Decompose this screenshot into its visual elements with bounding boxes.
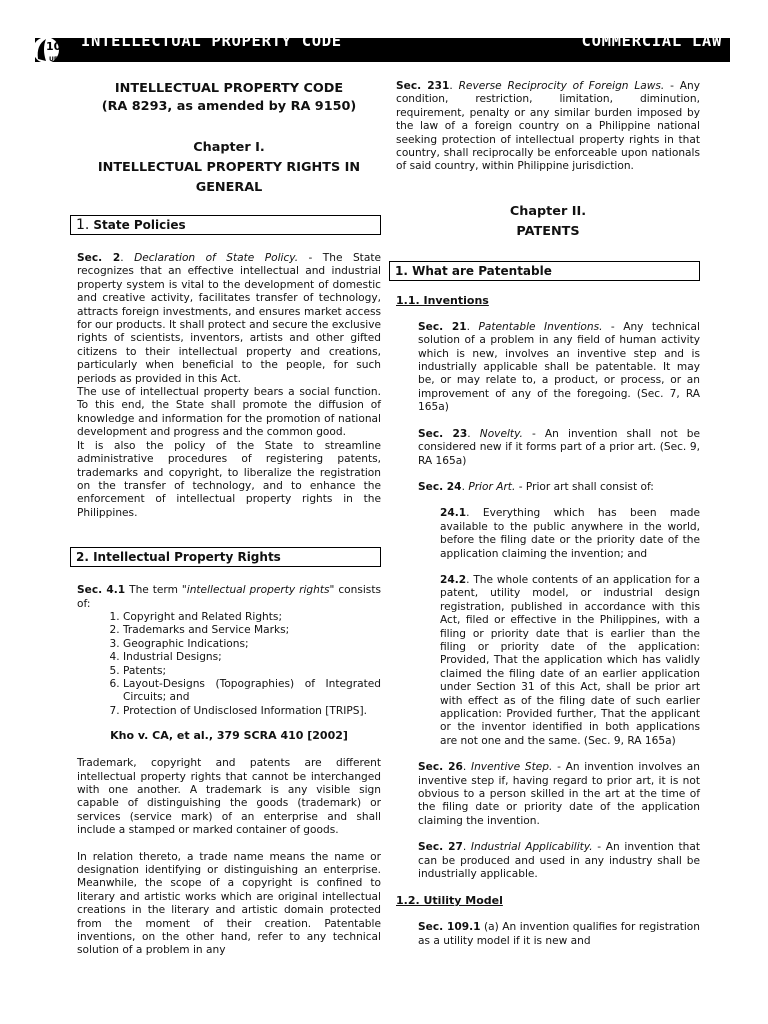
chapter-1-title: INTELLECTUAL PROPERTY RIGHTS IN GENERAL [97, 160, 361, 195]
sec-lead: Sec. 2 [77, 252, 121, 264]
list-item: 4. Industrial Designs; [123, 651, 381, 664]
sec-lead: Sec. 24 [418, 480, 462, 493]
section-title: State Policies [93, 218, 186, 232]
sec-text: consists of: [77, 584, 381, 610]
list-item: 2. Trademarks and Service Marks; [123, 624, 381, 637]
sec-lead: Sec. 231 [396, 80, 450, 92]
list-item: 3. Geographic Indications; [123, 638, 381, 651]
sec-27-paragraph: Sec. 27. Industrial Applicability. - An invention that can be produced and used in any industry shall be industrially applicable. [418, 841, 700, 881]
logo-text: 100% [46, 40, 80, 53]
sec-2-paragraph-3: It is also the policy of the State to streamline administrative procedures of registering patents, trademarks and copyright, to liberalize the registration on the transfer of technology, and to enhance the enforcement of intellectual property rights in the Philippines. [77, 439, 381, 519]
section-heading-ipr: 2. Intellectual Property Rights [70, 547, 381, 567]
document-title: INTELLECTUAL PROPERTY CODE [114, 81, 344, 96]
case-title: Kho v. CA, et al., 379 SCRA 410 [2002] [110, 729, 348, 743]
sec-lead: Sec. 109.1 [418, 921, 481, 934]
sec-text: (a) An invention qualifies for registration as a utility model if it is new and [418, 921, 700, 947]
sec-lead: 24.2 [440, 573, 467, 586]
list-item: 7. Protection of Undisclosed Information [TRIPS]. [123, 705, 381, 718]
sec-text: - An invention that can be produced and used in any industry shall be industrially applicable. [418, 841, 700, 881]
document-subtitle: (RA 8293, as amended by RA 9150) [101, 99, 357, 114]
list-item: 5. Patents; [123, 665, 381, 678]
sec-lead: Sec. 4.1 [77, 584, 126, 597]
sec-heading: Declaration of State Policy. [134, 252, 299, 264]
sec-text: - Any condition, restriction, limitation, diminution, requirement, penalty or any similar burden imposed by the law of a foreign country on a Philippine national seeking protection of intellectual property rights in that country, shall reciprocally be enforceable upon nationals of said country, within Philippine jurisdiction. [396, 80, 700, 173]
sec-21-paragraph: Sec. 21. Patentable Inventions. - Any technical solution of a problem in any field of human activity which is new, involves an inventive step and is industrially applicable shall be patentable. It may be, or may relate to, a product, or process, or an improvement of any of the foregoing. (Sec. 7, RA 165a) [418, 320, 700, 414]
list-item: 6. Layout-Designs (Topographies) of Integrated Circuits; and [123, 678, 381, 705]
sec-24-paragraph: Sec. 24. Prior Art. - Prior art shall consist of: [418, 480, 654, 493]
up-law-logo [32, 35, 80, 65]
sec-24-1-paragraph [440, 507, 700, 561]
sec-heading: Reverse Reciprocity of Foreign Laws. [458, 80, 665, 92]
sec-text: - An invention shall not be considered new if it forms part of a prior art. (Sec. 9, RA 165a) [418, 427, 700, 467]
sec-text: - The State recognizes that an effective intellectual and industrial property system is vital to the development of domestic and creative activity, facilitates transfer of technology, attracts foreign investments, and ensures market access for our products. It shall protect and secure the exclusive rights of scientists, inventors, artists and other gifted citizens to their intellectual property and creations, particularly when beneficial to the people, for such periods as provided in this Act. [77, 252, 381, 385]
logo-sub: UPlaw [49, 56, 70, 63]
page-header [35, 32, 730, 63]
section-number: 1. [76, 217, 90, 233]
sec-term: "intellectual property rights" [181, 584, 335, 597]
sec-heading: Inventive Step. [470, 761, 553, 774]
header-left-title: INTELLECTUAL PROPERTY CODE [81, 32, 342, 50]
sec-2-paragraph: Sec. 2. Declaration of State Policy. - The State recognizes that an effective intellectual and industrial property system is vital to the development of domestic and creative activity, facilitates transfer of technology, attracts foreign investments, and ensures market access for our products. It shall protect and secure the exclusive rights of scientists, inventors, artists and other gifted citizens to their intellectual property and creations, particularly when beneficial to the people, for such periods as provided in this Act. [77, 252, 381, 385]
left-column [77, 80, 381, 958]
sec-text: . The whole contents of an application for a patent, utility model, or industrial design registration, published in accordance with this Act, filed or effective in the Philippines, with a filing or priority date that is earlier than the filing or priority date of the application: Provided, That the application which has validly claimed the filing date of an earlier application under Section 31 of this Act, shall be prior art with effect as of the filing date of such earlier application: Provided further, That the applicant or the inventor identified in both applications are not one and the same. (Sec. 9, RA 165a) [440, 573, 700, 747]
section-heading-state-policies [70, 215, 381, 235]
header-right-title: COMMERCIAL LAW [581, 32, 722, 50]
ipr-list [77, 611, 381, 718]
list-item: 1. Copyright and Related Rights; [123, 611, 381, 624]
sec-text: - Prior art shall consist of: [515, 480, 654, 493]
sec-heading: Prior Art. [468, 480, 516, 493]
sec-text: . Everything which has been made available to the public anywhere in the world, before the filing date or the priority date of the application claiming the invention; and [440, 507, 700, 560]
sec-231-paragraph: Sec. 231. Reverse Reciprocity of Foreign Laws. - Any condition, restriction, limitation, diminution, requirement, penalty or any similar burden imposed by the law of a foreign country on a Philippine national seeking protection of intellectual property rights in that country, shall reciprocally be enforceable upon nationals of said country, within Philippine jurisdiction. [396, 80, 700, 173]
sec-4-1-paragraph [77, 584, 381, 611]
sec-26-paragraph: Sec. 26. Inventive Step. - An invention involves an inventive step if, having regard to prior art, it is not obvious to a person skilled in the art at the time of the filing date or priority date of the application claiming the invention. [418, 761, 700, 827]
sec-lead: Sec. 23 [418, 427, 468, 440]
sec-lead: Sec. 26 [418, 761, 463, 774]
chapter-1-label: Chapter I. [193, 140, 265, 155]
right-column [396, 80, 700, 948]
sec-heading: Industrial Applicability. [470, 841, 593, 854]
subsection-utility-model: 1.2. Utility Model [396, 894, 503, 908]
sec-2-paragraph-2: The use of intellectual property bears a social function. To this end, the State shall promote the diffusion of knowledge and information for the promotion of national development and progress and the common good. [77, 386, 381, 439]
sec-text: The term [125, 584, 182, 597]
sec-text: - Any technical solution of a problem in any field of human activity which is new, involves an inventive step and is industrially applicable shall be patentable. It may be, or may relate to, a product, or process, or an improvement of any of the foregoing. (Sec. 7, RA 165a) [418, 320, 700, 414]
sec-lead: 24.1 [440, 507, 467, 520]
sec-24-2-paragraph [440, 574, 700, 748]
sec-lead: Sec. 27 [418, 841, 463, 854]
case-paragraph-2: In relation thereto, a trade name means the name or designation identifying or distinguishing an enterprise. Meanwhile, the scope of a copyright is confined to literary and artistic works which are original intellectual creations in the literary and artistic domain protected from the moment of their creation. Patentable inventions, on the other hand, refer to any technical solution of a problem in any [77, 850, 381, 957]
case-paragraph-1: Trademark, copyright and patents are different intellectual property rights that cannot be interchanged with one another. A trademark is any visible sign capable of distinguishing the goods (trademark) or services (service mark) of an enterprise and shall include a stamped or marked container of goods. [77, 757, 381, 837]
sec-heading: Novelty. [479, 427, 523, 440]
sec-23-paragraph: Sec. 23. Novelty. - An invention shall not be considered new if it forms part of a prior art. (Sec. 9, RA 165a) [418, 427, 700, 467]
sec-109-1-paragraph [418, 921, 700, 948]
sec-text: - An invention involves an inventive step if, having regard to prior art, it is not obvious to a person skilled in the art at the time of the filing date or priority date of the application claiming the invention. [418, 761, 700, 827]
sec-lead: Sec. 21 [418, 320, 467, 333]
subsection-inventions: 1.1. Inventions [396, 293, 489, 307]
section-heading-patentable: 1. What are Patentable [389, 261, 700, 281]
sec-heading: Patentable Inventions. [478, 320, 603, 333]
chapter-2-title: PATENTS [516, 223, 580, 239]
chapter-2-label: Chapter II. [509, 203, 587, 219]
